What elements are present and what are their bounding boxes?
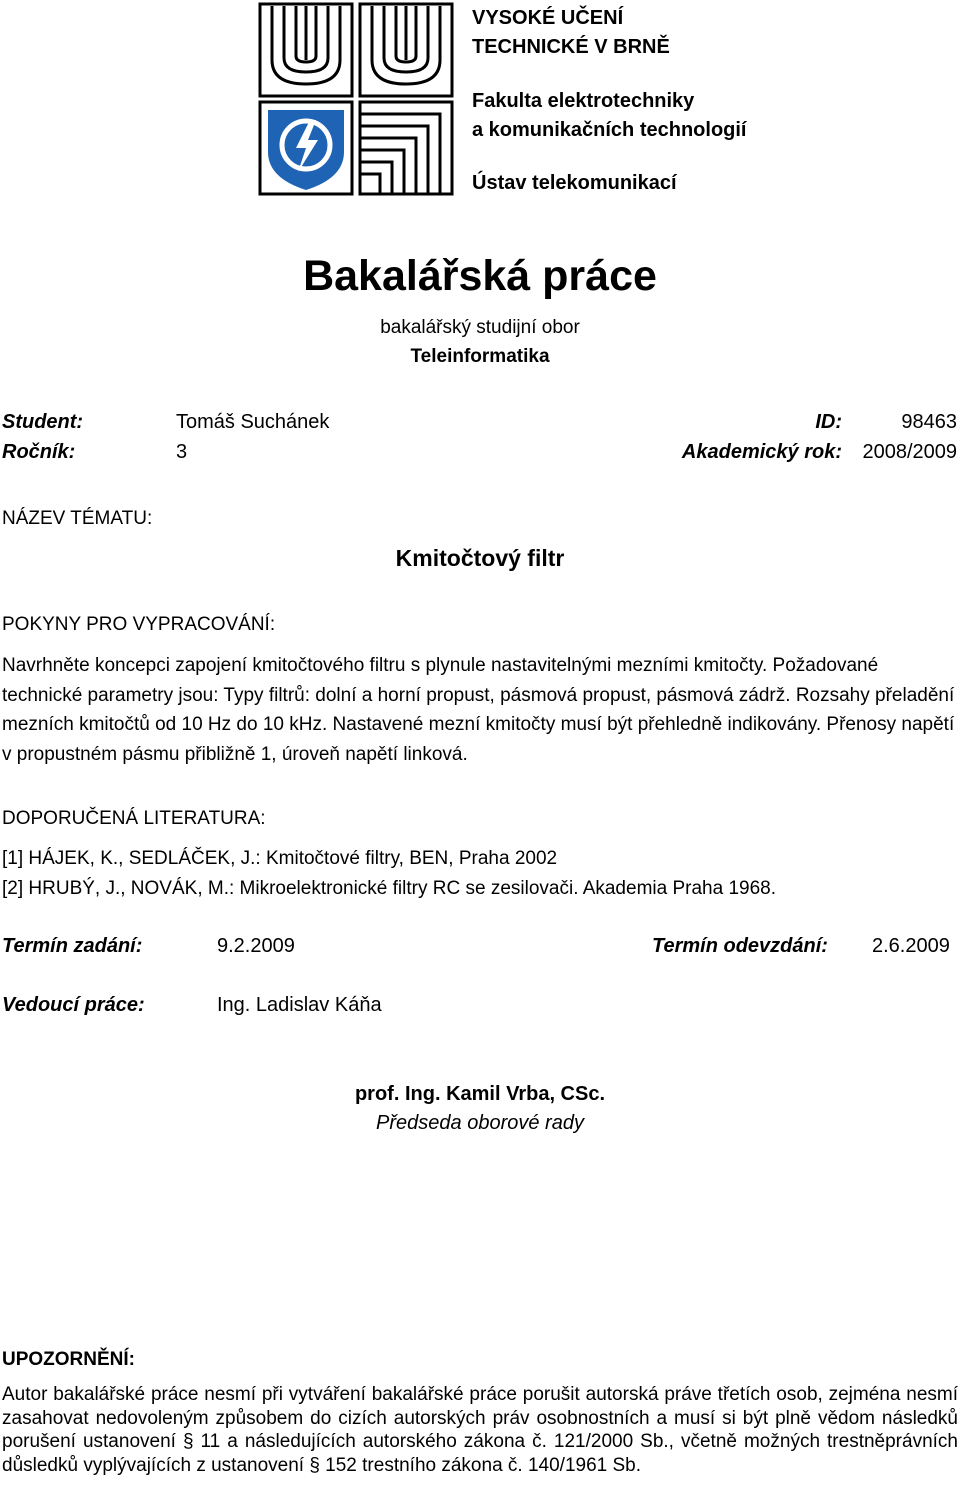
academic-year-label: Akademický rok: [681, 441, 842, 463]
program-name: Teleinformatika [410, 346, 550, 367]
institute-name: Ústav telekomunikací [472, 172, 677, 194]
student-id: 98463 [901, 411, 957, 433]
academic-year-value: 2008/2009 [862, 441, 957, 463]
supervisor-row [0, 992, 960, 1018]
instructions-heading: POKYNY PRO VYPRACOVÁNÍ: [2, 614, 276, 635]
university-name-line1: VYSOKÉ UČENÍ [472, 7, 624, 29]
dates-row [0, 933, 960, 959]
literature-item: [2] HRUBÝ, J., NOVÁK, M.: Mikroelektronické filtry RC se zesilovači. Akademia Praha 1968. [2, 878, 776, 899]
topic-heading: NÁZEV TÉMATU: [2, 508, 153, 529]
literature-list [2, 844, 960, 904]
chair-role: Předseda oborové rady [376, 1112, 584, 1134]
student-row [0, 409, 960, 435]
student-id-label: ID: [815, 411, 842, 433]
program-type: bakalářský studijní obor [380, 317, 580, 338]
year-row [0, 439, 960, 465]
due-date: 2.6.2009 [872, 935, 950, 957]
instructions-text: Navrhněte koncepci zapojení kmitočtového filtru s plynule nastavitelnými mezními kmitočty. Požadované technické parametry jsou: Typy filtrů: dolní a horní propust, pásmová propust, pásmová zádrž. Rozsahy přeladění mezních kmitočtů od 10 Hz do 10 kHz. Nastavené mezní kmitočty musí být přehledně indikovány. Přenosy napětí v propustném pásmu přibližně 1, úroveň napětí linková. [2, 655, 955, 765]
year-label: Ročník: [2, 441, 76, 463]
literature-heading: DOPORUČENÁ LITERATURA: [2, 808, 266, 829]
student-name: Tomáš Suchánek [176, 411, 330, 433]
supervisor-name: Ing. Ladislav Káňa [217, 994, 382, 1016]
assigned-date-label: Termín zadání: [2, 935, 143, 957]
student-label: Student: [2, 411, 84, 433]
literature-item: [1] HÁJEK, K., SEDLÁČEK, J.: Kmitočtové filtry, BEN, Praha 2002 [2, 848, 558, 869]
notice-text: Autor bakalářské práce nesmí při vytváření bakalářské práce porušit autorská práve třetích osob, zejména nesmí zasahovat nedovoleným způsobem do cizích autorských práv osobnostních a musí si být plně vědom následků porušení ustanovení § 11 a následujících autorského zákona č. 121/2000 Sb., včetně možných trestněprávních důsledků vyplývajících z ustanovení § 152 trestního zákona č. 140/1961 Sb. [2, 1384, 958, 1476]
chair-name: prof. Ing. Kamil Vrba, CSc. [354, 1083, 606, 1105]
university-logo [258, 2, 454, 196]
document-title: Bakalářská práce [303, 252, 657, 300]
topic-title: Kmitočtový filtr [395, 545, 565, 571]
supervisor-label: Vedoucí práce: [2, 994, 145, 1016]
due-date-label: Termín odevzdání: [652, 935, 828, 957]
assigned-date: 9.2.2009 [217, 935, 295, 957]
university-name-line2: TECHNICKÉ V BRNĚ [472, 36, 670, 58]
notice-heading: UPOZORNĚNÍ: [2, 1349, 135, 1370]
faculty-name-line1: Fakulta elektrotechniky [472, 90, 695, 112]
faculty-name-line2: a komunikačních technologií [472, 119, 747, 141]
year-value: 3 [176, 441, 188, 463]
